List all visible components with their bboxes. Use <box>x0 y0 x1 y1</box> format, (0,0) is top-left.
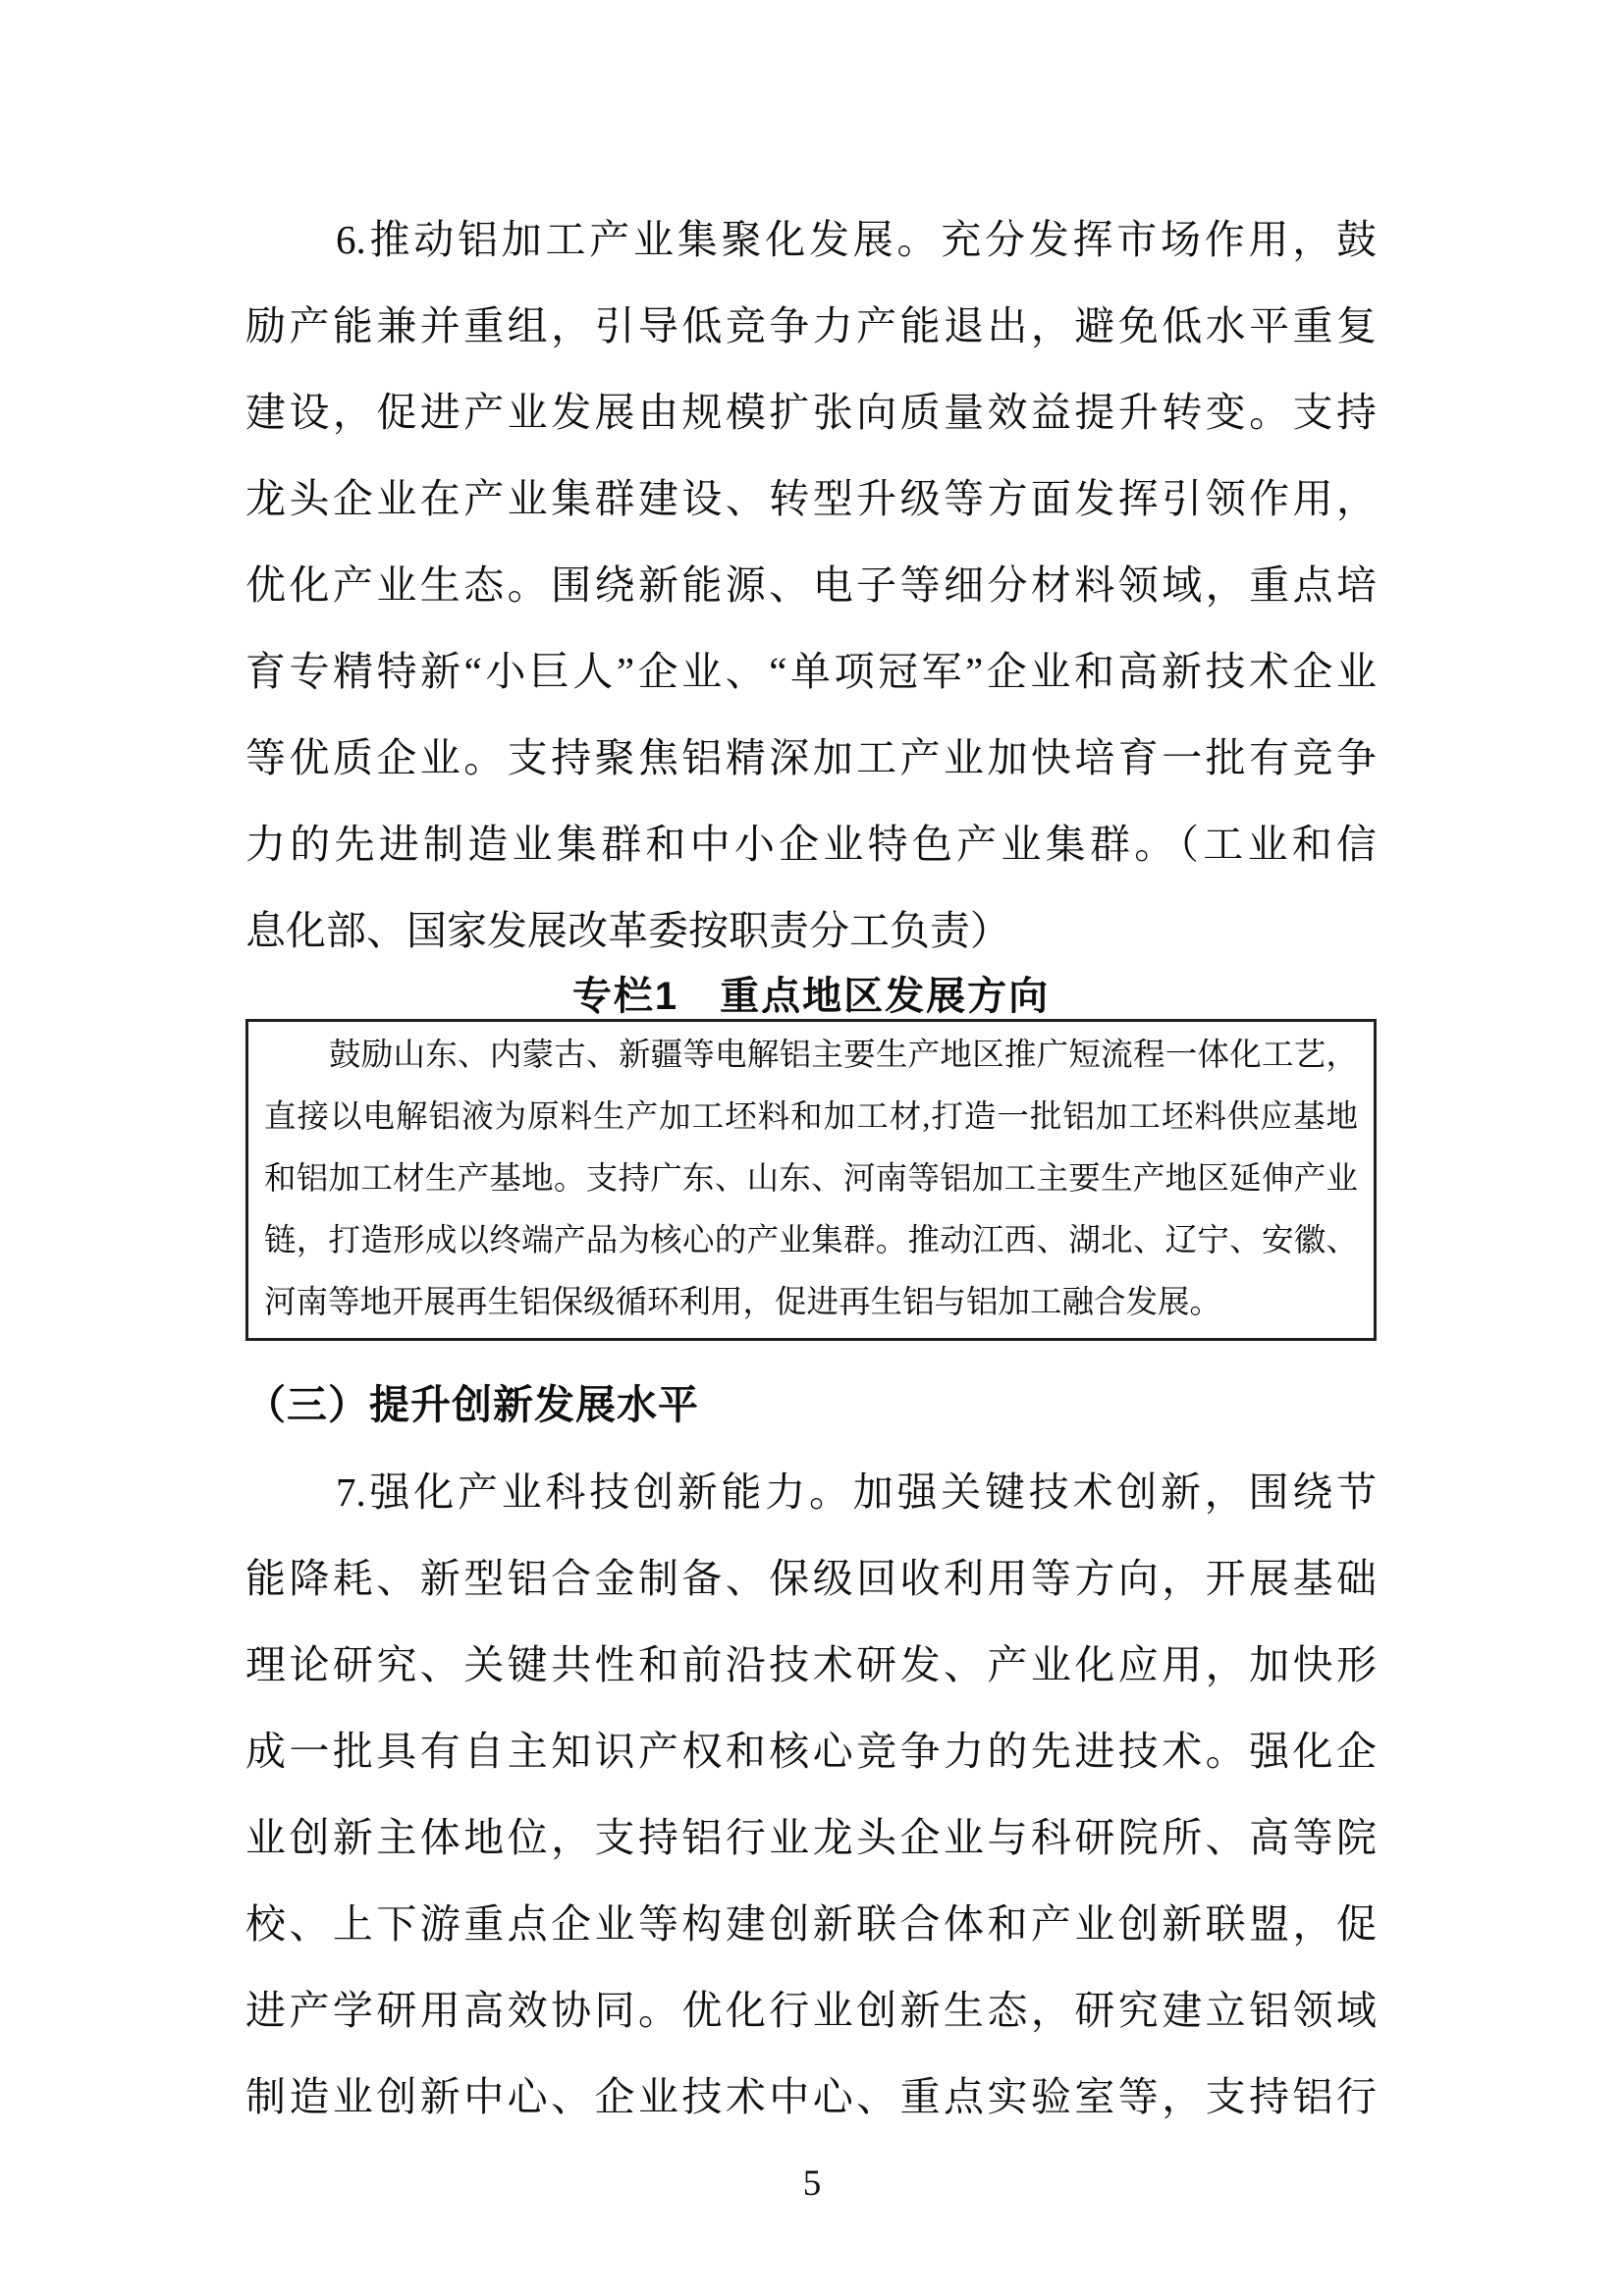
paragraph-7-line: 制造业创新中心、企业技术中心、重点实验室等，支持铝行 <box>245 2074 1377 2119</box>
paragraph-7-line: 成一批具有自主知识产权和核心竞争力的先进技术。强化企 <box>245 1729 1377 1774</box>
feature-box-panel <box>245 1019 1377 1341</box>
page-number: 5 <box>802 2163 822 2204</box>
paragraph-7-line: 校、上下游重点企业等构建创新联合体和产业创新联盟，促 <box>245 1901 1377 1947</box>
paragraph-6-line: 息化部、国家发展改革委按职责分工负责） <box>245 908 1010 953</box>
paragraph-6-line: 励产能兼并重组，引导低竞争力产能退出，避免低水平重复 <box>245 303 1377 348</box>
paragraph-6 <box>245 196 1377 974</box>
feature-box-line: 和铝加工材生产基地。支持广东、山东、河南等铝加工主要生产地区延伸产业 <box>264 1161 1358 1197</box>
section-3-heading: （三）提升创新发展水平 <box>245 1382 699 1427</box>
feature-box-line: 鼓励山东、内蒙古、新疆等电解铝主要生产地区推广短流程一体化工艺， <box>329 1038 1358 1073</box>
paragraph-6-line: 等优质企业。支持聚焦铝精深加工产业加快培育一批有竞争 <box>245 735 1377 780</box>
paragraph-7-line: 能降耗、新型铝合金制备、保级回收利用等方向，开展基础 <box>245 1556 1377 1601</box>
paragraph-7-line: 理论研究、关键共性和前沿技术研发、产业化应用，加快形 <box>245 1642 1377 1687</box>
paragraph-6-line: 优化产业生态。围绕新能源、电子等细分材料领域，重点培 <box>245 562 1377 608</box>
document-content <box>245 196 1377 2140</box>
feature-box-title: 专栏1 重点地区发展方向 <box>571 975 1051 1018</box>
feature-box-line: 直接以电解铝液为原料生产加工坯料和加工材,打造一批铝加工坯料供应基地 <box>264 1099 1358 1135</box>
feature-box-line: 河南等地开展再生铝保级循环利用，促进再生铝与铝加工融合发展。 <box>264 1285 1222 1320</box>
feature-box-line: 链，打造形成以终端产品为核心的产业集群。推动江西、湖北、辽宁、安徽、 <box>264 1223 1358 1258</box>
paragraph-7-line: 业创新主体地位，支持铝行业龙头企业与科研院所、高等院 <box>245 1815 1377 1860</box>
paragraph-6-line: 力的先进制造业集群和中小企业特色产业集群。（工业和信 <box>245 822 1377 867</box>
paragraph-6-line: 育专精特新“小巨人”企业、“单项冠军”企业和高新技术企业 <box>245 649 1377 694</box>
paragraph-6-line: 龙头企业在产业集群建设、转型升级等方面发挥引领作用， <box>245 476 1377 521</box>
paragraph-7 <box>245 1449 1377 2140</box>
paragraph-6-line: 6.推动铝加工产业集聚化发展。充分发挥市场作用，鼓 <box>336 217 1377 262</box>
paragraph-7-line: 7.强化产业科技创新能力。加强关键技术创新，围绕节 <box>336 1469 1377 1515</box>
paragraph-7-line: 进产学研用高效协同。优化行业创新生态，研究建立铝领域 <box>245 1988 1377 2033</box>
paragraph-6-line: 建设，促进产业发展由规模扩张向质量效益提升转变。支持 <box>245 390 1377 435</box>
